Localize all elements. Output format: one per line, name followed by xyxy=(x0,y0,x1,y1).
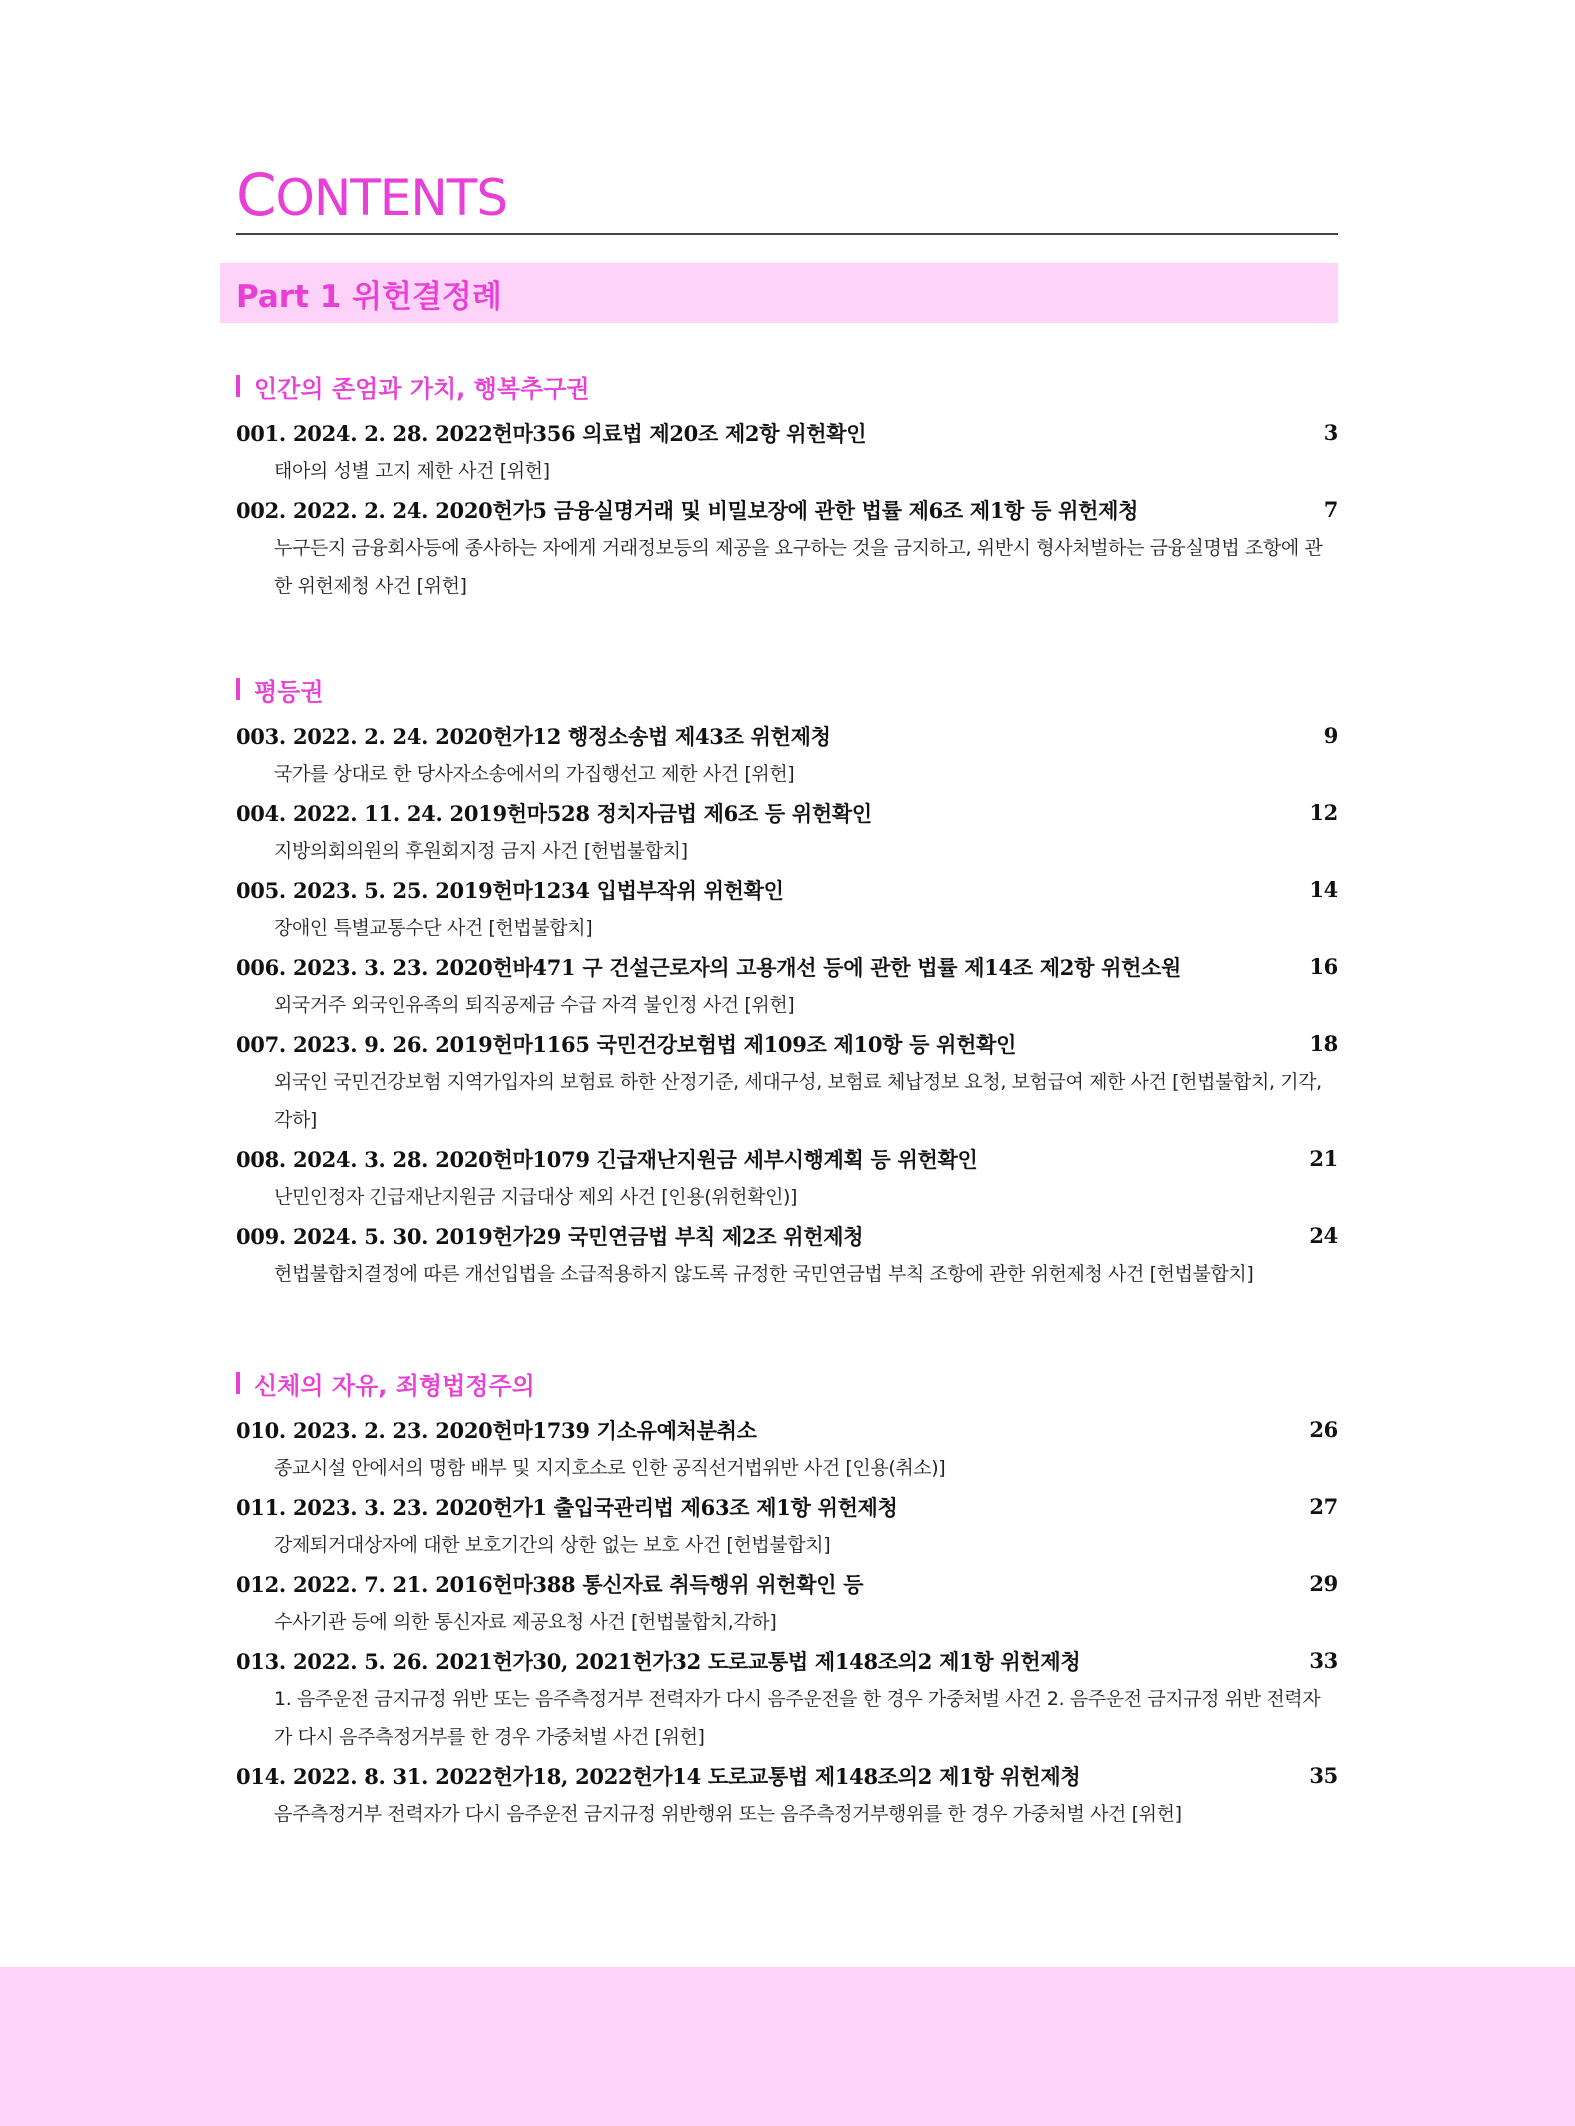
contents-heading-initial: C xyxy=(236,161,276,229)
toc-entry[interactable] xyxy=(236,947,1338,1024)
toc-entry[interactable] xyxy=(236,413,1338,490)
footer-band xyxy=(0,1967,1575,2126)
entry-page[interactable]: 33 xyxy=(1309,1648,1338,1673)
entry-description: 외국인 국민건강보험 지역가입자의 보험료 하한 산정기준, 세대구성, 보험료 체납정보 요청, 보험급여 제한 사건 [헌법불합치, 기각, 각하] xyxy=(274,1071,1322,1131)
entry-title[interactable]: 007. 2023. 9. 26. 2019헌마1165 국민건강보험법 제109조 제10항 등 위헌확인 xyxy=(236,1031,1017,1057)
toc-entry[interactable] xyxy=(236,1216,1338,1293)
entry-title[interactable]: 013. 2022. 5. 26. 2021헌가30, 2021헌가32 도로교통법 제148조의2 제1항 위헌제청 xyxy=(236,1648,1081,1674)
entry-title[interactable]: 008. 2024. 3. 28. 2020헌마1079 긴급재난지원금 세부시행계획 등 위헌확인 xyxy=(236,1146,978,1172)
entry-description: 종교시설 안에서의 명함 배부 및 지지호소로 인한 공직선거법위반 사건 [인용(취소)] xyxy=(274,1457,946,1479)
section-title-text: 인간의 존엄과 가치, 행복추구권 xyxy=(254,374,590,403)
entry-description: 음주측정거부 전력자가 다시 음주운전 금지규정 위반행위 또는 음주측정거부행위를 한 경우 가중처벌 사건 [위헌] xyxy=(274,1803,1182,1825)
entry-page[interactable]: 35 xyxy=(1309,1763,1338,1788)
entry-description: 헌법불합치결정에 따른 개선입법을 소급적용하지 않도록 규정한 국민연금법 부칙 조항에 관한 위헌제청 사건 [헌법불합치] xyxy=(274,1263,1254,1285)
toc-entry[interactable] xyxy=(236,793,1338,870)
section-title xyxy=(236,1366,1338,1400)
toc-entry[interactable] xyxy=(236,490,1338,605)
entry-title[interactable]: 014. 2022. 8. 31. 2022헌가18, 2022헌가14 도로교통법 제148조의2 제1항 위헌제청 xyxy=(236,1763,1081,1789)
section-title xyxy=(236,672,1338,706)
entry-page[interactable]: 9 xyxy=(1323,723,1338,748)
entry-title[interactable]: 001. 2024. 2. 28. 2022헌마356 의료법 제20조 제2항 위헌확인 xyxy=(236,420,867,446)
entry-description: 1. 음주운전 금지규정 위반 또는 음주측정거부 전력자가 다시 음주운전을 한 경우 가중처벌 사건 2. 음주운전 금지규정 위반 전력자가 다시 음주측정거부를 한 경우 가중처벌 사건 [위헌] xyxy=(274,1688,1321,1748)
entry-title[interactable]: 002. 2022. 2. 24. 2020헌가5 금융실명거래 및 비밀보장에 관한 법률 제6조 제1항 등 위헌제청 xyxy=(236,497,1139,523)
toc-entry[interactable] xyxy=(236,870,1338,947)
section-title-text: 평등권 xyxy=(254,677,324,706)
entry-page[interactable]: 21 xyxy=(1309,1146,1338,1171)
contents-heading-rest: ONTENTS xyxy=(275,169,508,227)
entry-page[interactable]: 12 xyxy=(1309,800,1338,825)
entry-page[interactable]: 26 xyxy=(1309,1417,1338,1442)
toc-entry[interactable] xyxy=(236,1487,1338,1564)
toc-entry[interactable] xyxy=(236,1756,1338,1833)
toc-entry[interactable] xyxy=(236,1641,1338,1756)
entry-title[interactable]: 011. 2023. 3. 23. 2020헌가1 출입국관리법 제63조 제1항 위헌제청 xyxy=(236,1494,898,1520)
entry-page[interactable]: 24 xyxy=(1309,1223,1338,1248)
toc-entry[interactable] xyxy=(236,1410,1338,1487)
entry-page[interactable]: 7 xyxy=(1323,497,1338,522)
entry-page[interactable]: 29 xyxy=(1309,1571,1338,1596)
toc-entry[interactable] xyxy=(236,1564,1338,1641)
entry-title[interactable]: 010. 2023. 2. 23. 2020헌마1739 기소유예처분취소 xyxy=(236,1417,757,1443)
entry-page[interactable]: 16 xyxy=(1309,954,1338,979)
entry-description: 태아의 성별 고지 제한 사건 [위헌] xyxy=(274,460,550,482)
section-title xyxy=(236,369,1338,403)
entry-title[interactable]: 005. 2023. 5. 25. 2019헌마1234 입법부작위 위헌확인 xyxy=(236,877,784,903)
entry-title[interactable]: 006. 2023. 3. 23. 2020헌바471 구 건설근로자의 고용개선 등에 관한 법률 제14조 제2항 위헌소원 xyxy=(236,954,1182,980)
entry-page[interactable]: 3 xyxy=(1323,420,1338,445)
entry-description: 수사기관 등에 의한 통신자료 제공요청 사건 [헌법불합치,각하] xyxy=(274,1611,777,1633)
section-title-text: 신체의 자유, 죄형법정주의 xyxy=(254,1371,535,1400)
entry-description: 국가를 상대로 한 당사자소송에서의 가집행선고 제한 사건 [위헌] xyxy=(274,763,795,785)
heading-divider xyxy=(236,233,1338,235)
contents-heading xyxy=(236,161,508,229)
entry-description: 지방의회의원의 후원회지정 금지 사건 [헌법불합치] xyxy=(274,840,688,862)
toc-entry[interactable] xyxy=(236,1139,1338,1216)
entry-page[interactable]: 14 xyxy=(1309,877,1338,902)
section-marker xyxy=(236,678,240,700)
entry-page[interactable]: 27 xyxy=(1309,1494,1338,1519)
entry-title[interactable]: 012. 2022. 7. 21. 2016헌마388 통신자료 취득행위 위헌확인 등 xyxy=(236,1571,864,1597)
entry-title[interactable]: 004. 2022. 11. 24. 2019헌마528 정치자금법 제6조 등 위헌확인 xyxy=(236,800,872,826)
section-dignity xyxy=(236,369,1338,605)
entry-title[interactable]: 003. 2022. 2. 24. 2020헌가12 행정소송법 제43조 위헌제청 xyxy=(236,723,831,749)
section-personal-liberty xyxy=(236,1366,1338,1833)
toc-entry[interactable] xyxy=(236,1024,1338,1139)
toc-entry[interactable] xyxy=(236,716,1338,793)
part-title: Part 1 위헌결정례 xyxy=(220,263,1338,323)
entry-description: 누구든지 금융회사등에 종사하는 자에게 거래정보등의 제공을 요구하는 것을 금지하고, 위반시 형사처벌하는 금융실명법 조항에 관한 위헌제청 사건 [위헌] xyxy=(274,537,1323,597)
entry-description: 강제퇴거대상자에 대한 보호기간의 상한 없는 보호 사건 [헌법불합치] xyxy=(274,1534,831,1556)
section-equality xyxy=(236,672,1338,1293)
entry-description: 장애인 특별교통수단 사건 [헌법불합치] xyxy=(274,917,593,939)
entry-page[interactable]: 18 xyxy=(1309,1031,1338,1056)
entry-description: 난민인정자 긴급재난지원금 지급대상 제외 사건 [인용(위헌확인)] xyxy=(274,1186,798,1208)
entry-description: 외국거주 외국인유족의 퇴직공제금 수급 자격 불인정 사건 [위헌] xyxy=(274,994,795,1016)
section-marker xyxy=(236,375,240,397)
section-marker xyxy=(236,1372,240,1394)
entry-title[interactable]: 009. 2024. 5. 30. 2019헌가29 국민연금법 부칙 제2조 위헌제청 xyxy=(236,1223,864,1249)
